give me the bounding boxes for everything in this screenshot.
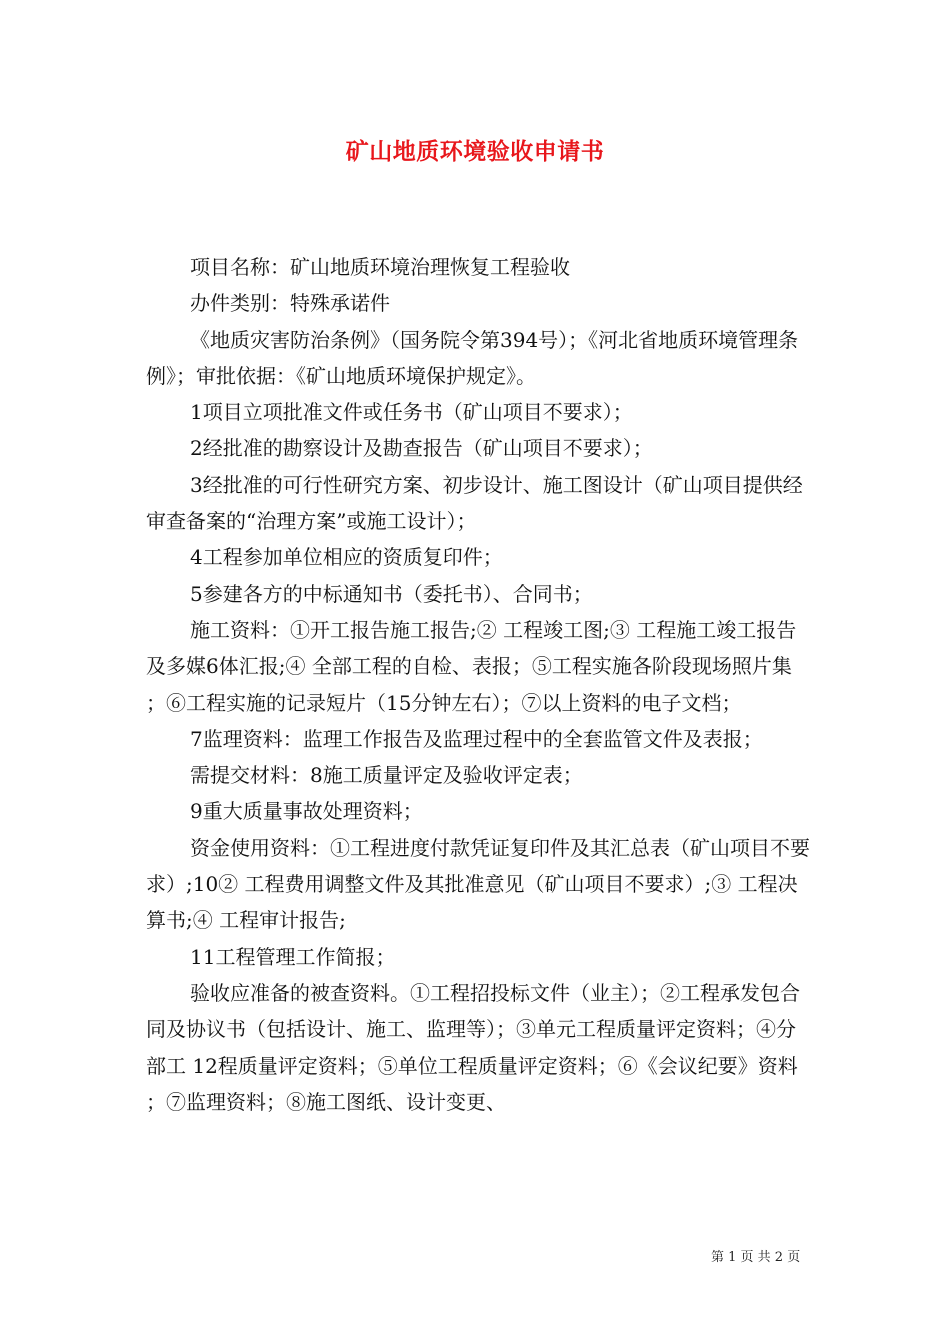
paragraph-item-8: 需提交材料：8施工质量评定及验收评定表； [190, 763, 583, 788]
paragraph-case-type: 办件类别：特殊承诺件 [190, 291, 390, 316]
paragraph-item-5: 5参建各方的中标通知书（委托书）、合同书； [190, 581, 593, 606]
document-body [146, 249, 810, 1120]
document-title: 矿山地质环境验收申请书 [345, 138, 605, 165]
paragraph-item-11: 11工程管理工作简报； [190, 944, 396, 969]
paragraph-item-2: 2经批准的勘察设计及勘查报告（矿山项目不要求）； [190, 436, 653, 461]
paragraph-item-9: 9重大质量事故处理资料； [190, 799, 423, 824]
paragraph-project-name: 项目名称：矿山地质环境治理恢复工程验收 [190, 255, 570, 279]
paragraph-item-1: 1项目立项批准文件或任务书（矿山项目不要求）； [190, 400, 633, 425]
paragraph-item-7: 7监理资料：监理工作报告及监理过程中的全套监管文件及表报； [190, 726, 763, 751]
paragraph-inspection-materials: 验收应准备的被查资料。①工程招投标文件（业主）；②工程承发包合同及协议书（包括设计、施工、监理等）；③单元工程质量评定资料；④分部工 12程质量评定资料；⑤单位工程质量评定资料；⑥《会议纪要》资料；⑦监理资料；⑧施工图纸、设计变更、 [146, 980, 800, 1114]
paragraph-legal-basis: 《地质灾害防治条例》（国务院令第394号）；《河北省地质环境管理条例》；审批依据：《矿山地质环境保护规定》。 [146, 327, 799, 388]
paragraph-construction-materials: 施工资料：①开工报告施工报告;② 工程竣工图;③ 工程施工竣工报告及多媒6体汇报;④ 全部工程的自检、表报；⑤工程实施各阶段现场照片集；⑥工程实施的记录短片（15分钟左右）；⑦以上资料的电子文档； [146, 617, 797, 715]
paragraph-funding-materials: 资金使用资料：①工程进度付款凭证复印件及其汇总表（矿山项目不要求）;10② 工程费用调整文件及其批准意见（矿山项目不要求）;③ 工程决算书;④ 工程审计报告; [146, 835, 810, 933]
paragraph-item-3: 3经批准的可行性研究方案、初步设计、施工图设计（矿山项目提供经审查备案的“治理方案”或施工设计）； [146, 472, 803, 534]
paragraph-item-4: 4工程参加单位相应的资质复印件； [190, 545, 503, 570]
page-number-footer: 第 1 页 共 2 页 [711, 1250, 801, 1265]
